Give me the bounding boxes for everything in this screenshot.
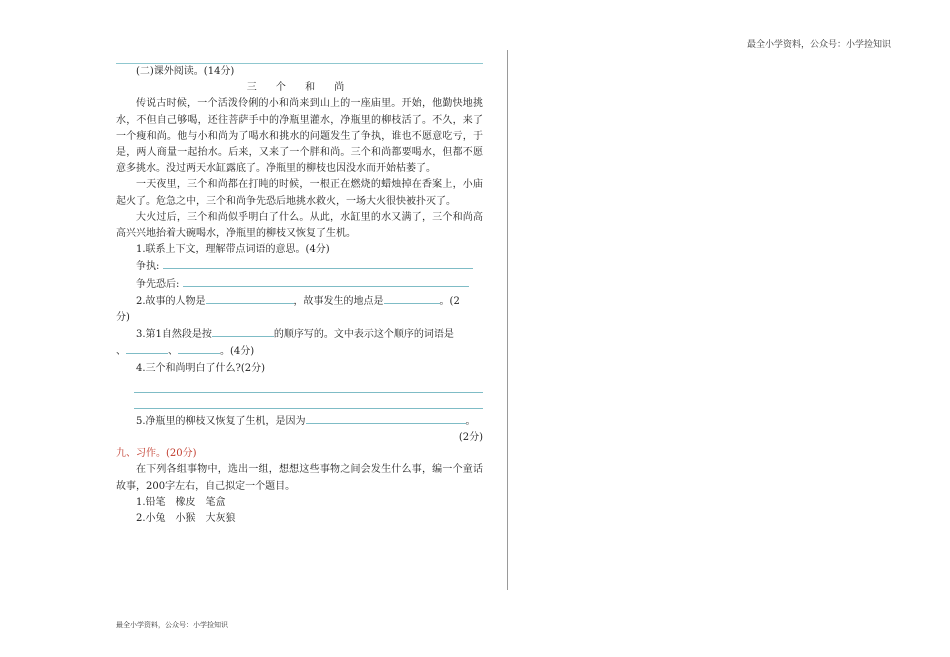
story-paragraph-3: 大火过后，三个和尚似乎明白了什么。从此，水缸里的水又满了，三个和尚高高兴兴地抬着大碗喝水，净瓶里的柳枝又恢复了生机。 [116, 211, 483, 240]
answer-blank-1a[interactable] [163, 258, 473, 269]
question-5-score: (2分) [458, 432, 483, 444]
question-1b-label: 争先恐后: [136, 278, 180, 290]
question-3-part-e: 。(4分) [220, 346, 255, 358]
question-2-part-b: ，故事发生的地点是 [293, 295, 384, 307]
answer-blank-3-word-1[interactable] [126, 343, 168, 354]
question-3-part-b: 的顺序写的。文中表示这个顺序的词语是 [273, 329, 454, 341]
question-3 [116, 326, 483, 343]
question-2-part-a: 2.故事的人物是 [136, 295, 206, 307]
question-2 [116, 293, 483, 310]
question-1b [116, 276, 483, 293]
column-divider [507, 50, 508, 590]
writing-option-2: 2.小兔 小猴 大灰狼 [136, 513, 236, 525]
question-1a [116, 258, 483, 275]
question-1: 1.联系上下文，理解带点词语的意思。(4分) [136, 244, 330, 256]
writing-title: 九、习作。(20分) [116, 448, 197, 460]
answer-blank-2-place[interactable] [384, 293, 440, 304]
question-1a-label: 争执: [136, 261, 160, 273]
story-paragraph-1: 传说古时候，一个活泼伶俐的小和尚来到山上的一座庙里。开始，他勤快地挑水，不但自己够喝，还往菩萨手中的净瓶里灌水，净瓶里的柳枝活了。不久，来了一个瘦和尚。他与小和尚为了喝水和挑水的问题发生了争执，谁也不愿意吃亏，于是，两人商量一起抬水。后来，又来了一个胖和尚。三个和尚都要喝水，但都不愿意多挑水。没过两天水缸露底了。净瓶里的柳枝也因没水而开始枯萎了。 [116, 98, 483, 175]
question-2-part-c: 。(2 [439, 295, 460, 307]
answer-blank-1b[interactable] [183, 276, 469, 287]
question-3-part-a: 3.第1自然段是按 [136, 329, 212, 341]
answer-line-4b[interactable] [134, 407, 483, 409]
question-5 [116, 413, 483, 430]
answer-blank-2-characters[interactable] [206, 293, 294, 304]
question-5-part-b: 。 [465, 415, 476, 427]
writing-prompt: 在下列各组事物中，选出一组，想想这些事物之间会发生什么事，编一个童话故事，200字左右，自己拟定一个题目。 [116, 464, 483, 492]
section-title: (二)课外阅读。(14分) [136, 66, 235, 77]
story-title: 三 个 和 尚 [246, 82, 353, 94]
spacer [116, 377, 483, 391]
exam-content [116, 64, 483, 527]
story-paragraph-2: 一天夜里，三个和尚都在打盹的时候，一根正在燃烧的蜡烛掉在香案上，小庙起火了。危急之中，三个和尚争先恐后地挑水救火，一场大火很快被扑灭了。 [116, 179, 483, 207]
answer-blank-5[interactable] [306, 413, 466, 424]
answer-blank-3-order[interactable] [212, 326, 274, 337]
writing-option-1: 1.铅笔 橡皮 笔盒 [136, 496, 226, 508]
question-4: 4.三个和尚明白了什么?(2分) [136, 362, 266, 374]
answer-blank-3-word-2[interactable] [178, 343, 220, 354]
footer-note: 最全小学资料，公众号：小学捡知识 [116, 621, 228, 629]
header-note: 最全小学资料，公众号：小学捡知识 [747, 40, 892, 50]
question-3-part-c: 、 [116, 346, 126, 358]
question-2-tail: 分) [116, 312, 130, 324]
question-5-part-a: 5.净瓶里的柳枝又恢复了生机，是因为 [136, 415, 306, 427]
question-3-part-d: 、 [168, 346, 178, 358]
question-3-line-2 [116, 343, 483, 360]
spacer [116, 393, 483, 407]
